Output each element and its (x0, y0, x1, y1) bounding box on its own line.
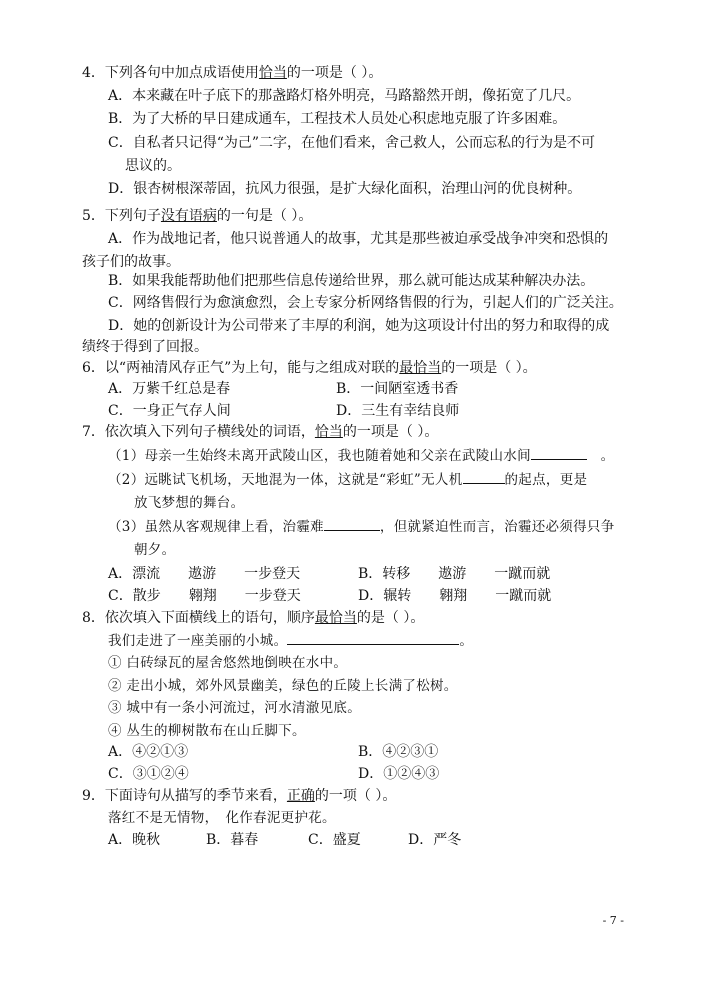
q9-stem-text: 9．下面诗句从描写的季节来看， (82, 788, 287, 804)
q9-option-b: B．暮春 (206, 832, 259, 848)
q5-stem-text-end: 的一句是（ ）。 (216, 208, 313, 224)
q7-sentence-1-end: 。 (600, 448, 615, 464)
q4-option-a: A．本来藏在叶子底下的那盏路灯格外明亮，马路豁然开朗，像拓宽了几尺。 (108, 88, 581, 104)
q8-stem-underlined: 最恰当 (314, 610, 357, 626)
q8-option-c: C．③①②④ (108, 766, 189, 782)
q6-stem (82, 357, 537, 379)
q7-stem-underlined: 恰当 (314, 424, 343, 440)
q8-lead-end: 。 (459, 633, 474, 649)
q7-sentence-2-end: 的起点，更是 (504, 472, 588, 488)
q9-stem (82, 785, 396, 807)
q5-option-a-line1: A．作为战地记者，他只说普通人的故事，尤其是那些被迫承受战争冲突和恐惧的 (108, 231, 609, 247)
q9-option-d: D．严冬 (408, 832, 462, 848)
q9-stem-text-end: 的一项（ ）。 (314, 788, 397, 804)
q8-stem (82, 607, 424, 629)
q6-option-c: C．一身正气存人间 (108, 403, 231, 419)
q5-option-a-line2: 孩子们的故事。 (82, 254, 180, 270)
q7-option-a: A．漂流 遨游 一步登天 (108, 566, 301, 582)
q4-option-c-line2: 思议的。 (125, 158, 181, 174)
q4-stem-text: 4．下列各句中加点成语使用 (82, 65, 259, 81)
q8-option-b: B．④②③① (358, 744, 439, 760)
q7-sentence-1-text: （1）母亲一生始终未离开武陵山区，我也随着她和父亲在武陵山水间 (108, 448, 531, 464)
q6-stem-underlined: 最恰当 (399, 360, 442, 376)
q7-sentence-2-text: （2）远眺试飞机场，天地混为一体，这就是“彩虹”无人机 (108, 472, 463, 488)
q6-option-d: D．三生有幸结良师 (336, 403, 460, 419)
q8-option-d: D．①②④③ (358, 766, 440, 782)
q7-blank-2 (463, 469, 505, 484)
page-number: - 7 - (602, 914, 624, 927)
q8-item-2: ② 走出小城，郊外风景幽美，绿色的丘陵上长满了松树。 (108, 678, 458, 694)
q7-sentence-2 (108, 469, 587, 491)
q5-stem-underlined: 没有语病 (160, 208, 217, 224)
q9-poem: 落红不是无情物， 化作春泥更护花。 (108, 810, 336, 826)
q8-blank (287, 630, 459, 645)
q4-stem-text-end: 的一项是（ ）。 (286, 65, 383, 81)
q7-stem-text-end: 的一项是（ ）。 (342, 424, 439, 440)
q8-item-3: ③ 城中有一条小河流过，河水清澈见底。 (108, 700, 361, 716)
q5-option-d-line2: 绩终于得到了回报。 (82, 339, 208, 355)
q9-option-a: A．晚秋 (108, 832, 161, 848)
q7-sentence-3-cont: 朝夕。 (134, 542, 176, 558)
q4-stem (82, 62, 382, 84)
q6-option-b: B．一间陋室透书香 (336, 381, 459, 397)
q6-stem-text: 6．以“两袖清风存正气”为上句，能与之组成对联的 (82, 360, 400, 376)
q4-stem-underlined: 恰当 (258, 65, 287, 81)
q4-option-d: D．银杏树根深蒂固，抗风力很强，是扩大绿化面积，治理山河的优良树种。 (108, 181, 582, 197)
q5-stem-text: 5．下列句子 (82, 208, 161, 224)
q8-stem-text: 8．依次填入下面横线上的语句，顺序 (82, 610, 315, 626)
q7-blank-1 (531, 445, 587, 460)
q6-option-a: A．万紫千红总是春 (108, 381, 231, 397)
q8-stem-text-end: 的是（ ）。 (356, 610, 425, 626)
q8-item-4: ④ 丛生的柳树散布在山丘脚下。 (108, 723, 306, 739)
q9-stem-underlined: 正确 (286, 788, 315, 804)
q7-sentence-3-text: （3）虽然从客观规律上看，治霾难 (108, 519, 324, 535)
q9-option-c: C．盛夏 (308, 832, 361, 848)
q7-option-d: D．辗转 翱翔 一蹴而就 (358, 588, 552, 604)
q5-option-d-line1: D．她的创新设计为公司带来了丰厚的利润，她为这项设计付出的努力和取得的成 (108, 318, 610, 334)
q7-sentence-2-cont: 放飞梦想的舞台。 (134, 495, 245, 511)
q8-lead-text: 我们走进了一座美丽的小城。 (108, 633, 288, 649)
q4-option-c-line1: C．自私者只记得“为己”二字，在他们看来，舍己救人，公而忘私的行为是不可 (108, 135, 596, 151)
q6-stem-text-end: 的一项是（ ）。 (441, 360, 537, 376)
q7-stem (82, 421, 438, 443)
q5-option-b: B．如果我能帮助他们把那些信息传递给世界，那么就可能达成某种解决办法。 (108, 273, 595, 289)
q7-stem-text: 7．依次填入下列句子横线处的词语， (82, 424, 315, 440)
q7-sentence-3 (108, 516, 615, 538)
q5-stem (82, 205, 312, 227)
q7-option-c: C．散步 翱翔 一步登天 (108, 588, 301, 604)
q8-option-a: A．④②①③ (108, 744, 189, 760)
q8-item-1: ① 白砖绿瓦的屋舍悠然地倒映在水中。 (108, 655, 348, 671)
q7-sentence-3-end: ，但就紧迫性而言，治霾还必须得只争 (379, 519, 615, 535)
q7-blank-3 (324, 516, 380, 531)
q4-option-b: B．为了大桥的早日建成通车，工程技术人员处心积虑地克服了许多困难。 (108, 111, 567, 127)
q5-option-c: C．网络售假行为愈演愈烈，会上专家分析网络售假的行为，引起人们的广泛关注。 (108, 295, 623, 311)
q7-option-b: B．转移 遨游 一蹴而就 (358, 566, 551, 582)
q7-sentence-1 (108, 445, 614, 467)
q8-lead-sentence (108, 630, 473, 652)
